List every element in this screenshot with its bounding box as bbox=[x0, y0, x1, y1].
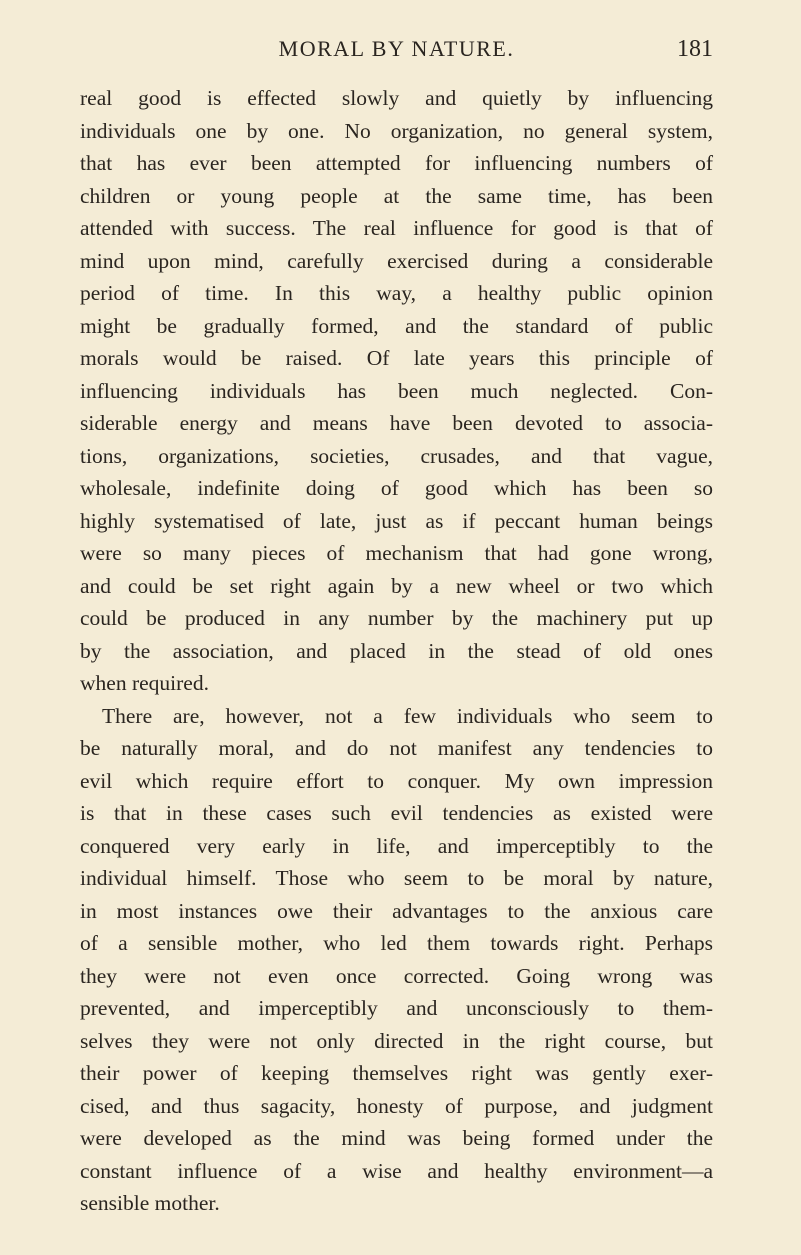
text-line: by the association, and placed in the stead of old ones bbox=[80, 638, 713, 663]
text-line: cised, and thus sagacity, honesty of purpose, and judgment bbox=[80, 1093, 713, 1118]
text-line: children or young people at the same time, has been bbox=[80, 183, 713, 208]
text-line: might be gradually formed, and the standard of public bbox=[80, 313, 713, 338]
page-number: 181 bbox=[677, 36, 713, 62]
text-line: individual himself. Those who seem to be moral by nature, bbox=[80, 866, 713, 890]
text-line: conquered very early in life, and imperceptibly to the bbox=[80, 833, 713, 858]
text-line: be naturally moral, and do not manifest any tendencies to bbox=[80, 736, 713, 760]
running-title: MORAL BY NATURE. bbox=[278, 36, 515, 61]
text-line: sensible mother. bbox=[80, 1191, 220, 1215]
text-line: of a sensible mother, who led them towards right. Perhaps bbox=[80, 931, 713, 955]
text-line: in most instances owe their advantages to the anxious care bbox=[80, 898, 713, 923]
text-line: they were not even once corrected. Going wrong was bbox=[80, 963, 713, 988]
text-line: evil which require effort to conquer. My own impression bbox=[80, 768, 713, 793]
body-text bbox=[80, 82, 713, 1220]
text-line: mind upon mind, carefully exercised during a considerable bbox=[80, 248, 713, 273]
text-line: were so many pieces of mechanism that had gone wrong, bbox=[80, 541, 713, 565]
text-line: is that in these cases such evil tendencies as existed were bbox=[80, 801, 713, 825]
text-line: that has ever been attempted for influencing numbers of bbox=[80, 151, 713, 175]
text-line: constant influence of a wise and healthy environment—a bbox=[80, 1158, 713, 1183]
text-line: prevented, and imperceptibly and unconsciously to them- bbox=[80, 996, 713, 1020]
text-line: selves they were not only directed in the right course, but bbox=[80, 1028, 713, 1053]
text-line: tions, organizations, societies, crusades, and that vague, bbox=[80, 443, 713, 468]
text-line: and could be set right again by a new wheel or two which bbox=[80, 573, 713, 598]
text-line: their power of keeping themselves right was gently exer- bbox=[80, 1061, 713, 1085]
text-line: when required. bbox=[80, 671, 209, 695]
text-line: attended with success. The real influence for good is that of bbox=[80, 216, 713, 240]
paragraph-first-line: There are, however, not a few individuals who seem to bbox=[102, 703, 713, 728]
text-line: wholesale, indefinite doing of good which has been so bbox=[80, 476, 713, 500]
text-line: were developed as the mind was being formed under the bbox=[80, 1126, 713, 1150]
text-line: siderable energy and means have been devoted to associa- bbox=[80, 411, 713, 435]
text-line: individuals one by one. No organization, no general system, bbox=[80, 118, 713, 143]
running-head bbox=[80, 32, 713, 66]
text-line: could be produced in any number by the machinery put up bbox=[80, 606, 713, 630]
text-line: highly systematised of late, just as if peccant human beings bbox=[80, 508, 713, 533]
text-line: influencing individuals has been much neglected. Con- bbox=[80, 378, 713, 403]
text-line: morals would be raised. Of late years this principle of bbox=[80, 346, 713, 370]
text-line: real good is effected slowly and quietly by influencing bbox=[80, 86, 713, 110]
text-line: period of time. In this way, a healthy public opinion bbox=[80, 281, 713, 305]
